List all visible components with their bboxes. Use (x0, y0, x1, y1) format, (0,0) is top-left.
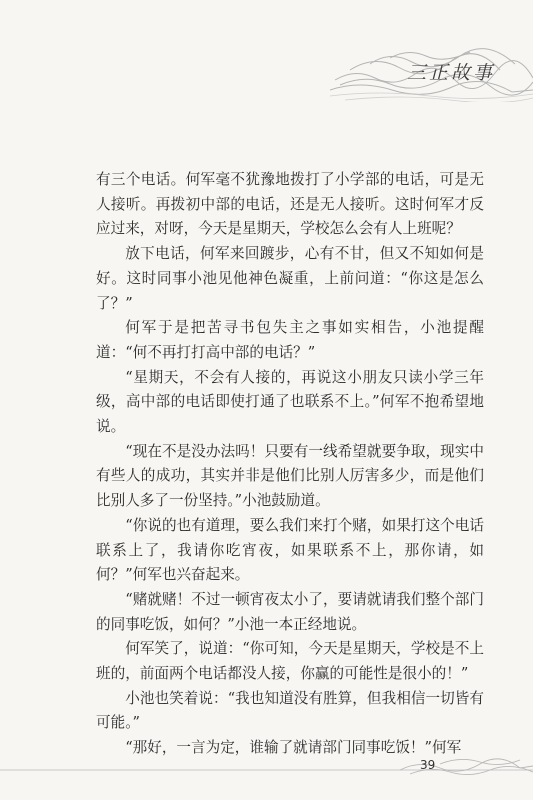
paragraph: “现在不是没办法吗！只要有一线希望就要争取，现实中有些人的成功，其实并非是他们比别人厉害多少，而是他们比别人多了一份坚持。”小池鼓励道。 (96, 442, 484, 510)
paragraph: 放下电话，何军来回踱步，心有不甘，但又不知如何是好。这时同事小池见他神色凝重，上前问道：“你这是怎么了？” (96, 245, 484, 312)
paragraph: “赌就赌！不过一顿宵夜太小了，要请就请我们整个部门的同事吃饭，如何？”小池一本正经地说。 (96, 590, 484, 633)
paragraph: 有三个电话。何军毫不犹豫地拨打了小学部的电话，可是无人接听。再拨初中部的电话，还是无人接听。这时何军才反应过来，对呀，今天是星期天，学校怎么会有人上班呢？ (96, 171, 484, 238)
page-number: 39 (420, 758, 436, 772)
body-text (96, 168, 484, 761)
paragraph: “你说的也有道理，要么我们来打个赌，如果打这个电话联系上了，我请你吃宵夜，如果联系不上，那你请，如何？”何军也兴奋起来。 (96, 516, 484, 584)
paragraph: 何军于是把苦寻书包失主之事如实相告，小池提醒道：“何不再打打高中部的电话？” (96, 319, 484, 361)
paragraph: “那好，一言为定，谁输了就请部门同事吃饭！”何军 (125, 739, 462, 757)
paragraph: “星期天，不会有人接的，再说这小朋友只读小学三年级，高中部的电话即使打通了也联系不上。”何军不抱希望地说。 (96, 368, 484, 436)
footer-wave-decoration (0, 752, 533, 782)
section-title: 三正故事 (407, 62, 496, 84)
paragraph: 何军笑了，说道：“你可知，今天是星期天，学校是不上班的，前面两个电话都没人接，你赢的可能性是很小的！” (96, 640, 484, 683)
paragraph: 小池也笑着说：“我也知道没有胜算，但我相信一切皆有可能。” (96, 689, 484, 732)
